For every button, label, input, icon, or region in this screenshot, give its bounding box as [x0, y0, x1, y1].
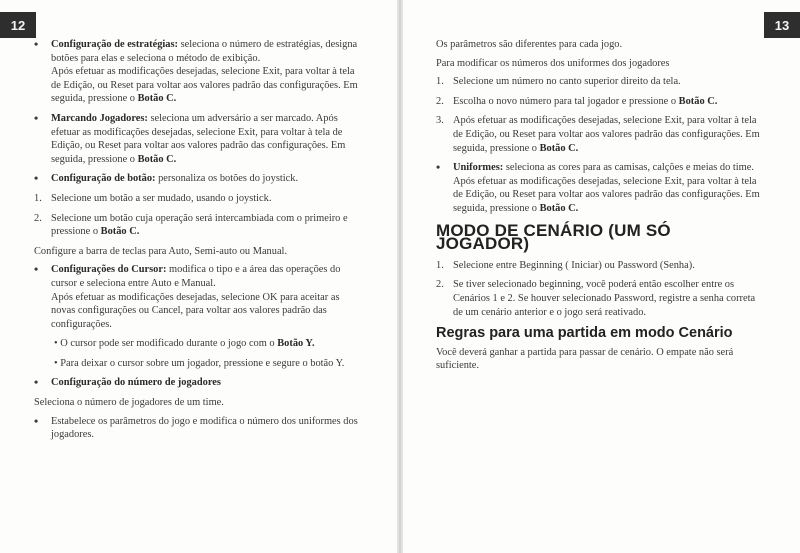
scenario-step-1: [436, 259, 760, 273]
step-text: Selecione um botão a ser mudado, usando o joystick.: [51, 192, 272, 204]
step-text: Escolha o novo número para tal jogador e pressione o: [453, 95, 679, 107]
page-number-left: 12: [0, 12, 36, 38]
bullet-marker: [34, 415, 48, 430]
bullet-uniforms: [436, 161, 760, 215]
cursor-label: Configurações do Cursor:: [51, 264, 167, 276]
step-button: Botão C.: [539, 142, 579, 154]
strategies-button: Botão C.: [137, 93, 177, 105]
uniforms-text: seleciona as cores para as camisas, calções e meias do time. Após efetuar as modificações desejadas, selecione Exit, para voltar à tela de Edição, ou Reset para voltar aos valores padrão das configurações. Em seguida, pressione o: [453, 162, 760, 214]
step-text: Selecione um número no canto superior direito da tela.: [453, 76, 681, 88]
bullet-marker: [436, 161, 450, 176]
intro-text-1: Os parâmetros são diferentes para cada jogo.: [436, 39, 623, 50]
players-text: Seleciona o número de jogadores de um time.: [34, 397, 224, 409]
strategies-after-text: Após efetuar as modificações desejadas, selecione Exit, para voltar à tela de Edição, ou Reset para voltar aos valores padrão das configurações. Em seguida, pressione o: [51, 66, 358, 105]
uniform-step-2: [436, 95, 760, 109]
bullet-marker: [34, 38, 48, 53]
note-text: • O cursor pode ser modificado durante o jogo com o: [54, 338, 278, 350]
bullet-marker: [34, 112, 48, 127]
cursor-note-1: [34, 337, 359, 351]
note-button: Botão Y.: [277, 338, 315, 350]
step-number: 2.: [436, 95, 444, 107]
strategies-text: seleciona o número de estratégias, designa botões para elas e seleciona o método de exibição.: [51, 39, 358, 64]
bullet-strategies: [34, 38, 359, 106]
marking-label: Marcando Jogadores:: [51, 112, 148, 124]
bullet-cursor: [34, 263, 359, 331]
step-text: Se tiver selecionado beginning, você poderá então escolher entre os Cenários 1 e 2. Se houver selecionado Password, registre a senha correta de um cenário anterior e o jogo será reativado.: [453, 279, 756, 318]
step-text: Após efetuar as modificações desejadas, selecione Exit, para voltar à tela de Edição, ou Reset para voltar aos valores padrão das configurações. Em seguida, pressione o: [453, 115, 760, 154]
cursor-note-2: • Para deixar o cursor sobre um jogador, pressione e segure o botão Y.: [54, 357, 345, 369]
step-2: [34, 212, 359, 239]
strategies-after: [51, 65, 359, 106]
rules-text: Você deverá ganhar a partida para passar de cenário. O empate não será suficiente.: [436, 346, 734, 372]
step-text: Selecione entre Beginning ( Iniciar) ou Password (Senha).: [453, 259, 695, 271]
page-number-right: 13: [764, 12, 800, 38]
step-number: 1.: [436, 76, 444, 88]
bullet-marker: [34, 376, 48, 391]
step-number: 1.: [436, 259, 444, 271]
uniform-step-1: [436, 75, 760, 89]
bullet-params: [34, 415, 359, 442]
bullet-marker: [34, 263, 48, 278]
left-column: [34, 38, 359, 448]
cursor-text: modifica o tipo e a área das operações do cursor e seleciona entre Auto e Manual.: [51, 264, 341, 289]
right-page: [401, 0, 800, 553]
step-number: 2.: [436, 279, 444, 291]
keybar-text: Configure a barra de teclas para Auto, Semi-auto ou Manual.: [34, 245, 288, 257]
right-column: [436, 38, 760, 378]
rules-subheading: Regras para uma partida em modo Cenário: [436, 325, 733, 342]
strategies-label: Configuração de estratégias:: [51, 39, 178, 50]
bullet-marking: [34, 112, 359, 166]
uniforms-button: Botão C.: [539, 202, 579, 214]
step-1: [34, 192, 359, 206]
button-config-text: personaliza os botões do joystick.: [155, 173, 299, 185]
uniforms-label: Uniformes:: [453, 162, 504, 174]
button-config-label: Configuração de botão:: [51, 173, 156, 185]
players-count-label: Configuração do número de jogadores: [51, 377, 221, 389]
uniform-step-3: [436, 114, 760, 155]
marking-button: Botão C.: [137, 153, 177, 165]
cursor-after: Após efetuar as modificações desejadas, selecione OK para aceitar as novas configurações ou Cancel, para voltar aos valores padrão das configurações.: [51, 291, 340, 330]
step-number: 3.: [436, 115, 444, 127]
step-button: Botão C.: [100, 226, 140, 238]
marking-text: seleciona um adversário a ser marcado. Após efetuar as modificações desejadas, selecione Exit, para voltar à tela de Edição, ou Reset para voltar aos valores padrão das configurações. Em seguida, pressione o: [51, 112, 346, 165]
params-text: Estabelece os parâmetros do jogo e modifica o número dos uniformes dos jogadores.: [51, 415, 358, 441]
step-text: Selecione um botão cuja operação será intercambiada com o primeiro e pressione o: [51, 212, 348, 238]
left-page: [0, 0, 399, 553]
scenario-heading: MODO DE CENÁRIO (UM SÓ JOGADOR): [436, 220, 671, 254]
step-number: 1.: [34, 192, 42, 204]
step-number: 2.: [34, 212, 42, 224]
step-button: Botão C.: [678, 95, 718, 107]
bullet-marker: [34, 172, 48, 187]
bullet-players-count: [34, 376, 359, 390]
intro-text-2: Para modificar os números dos uniformes dos jogadores: [436, 57, 670, 69]
scenario-step-2: [436, 278, 760, 319]
bullet-button-config: [34, 172, 359, 186]
